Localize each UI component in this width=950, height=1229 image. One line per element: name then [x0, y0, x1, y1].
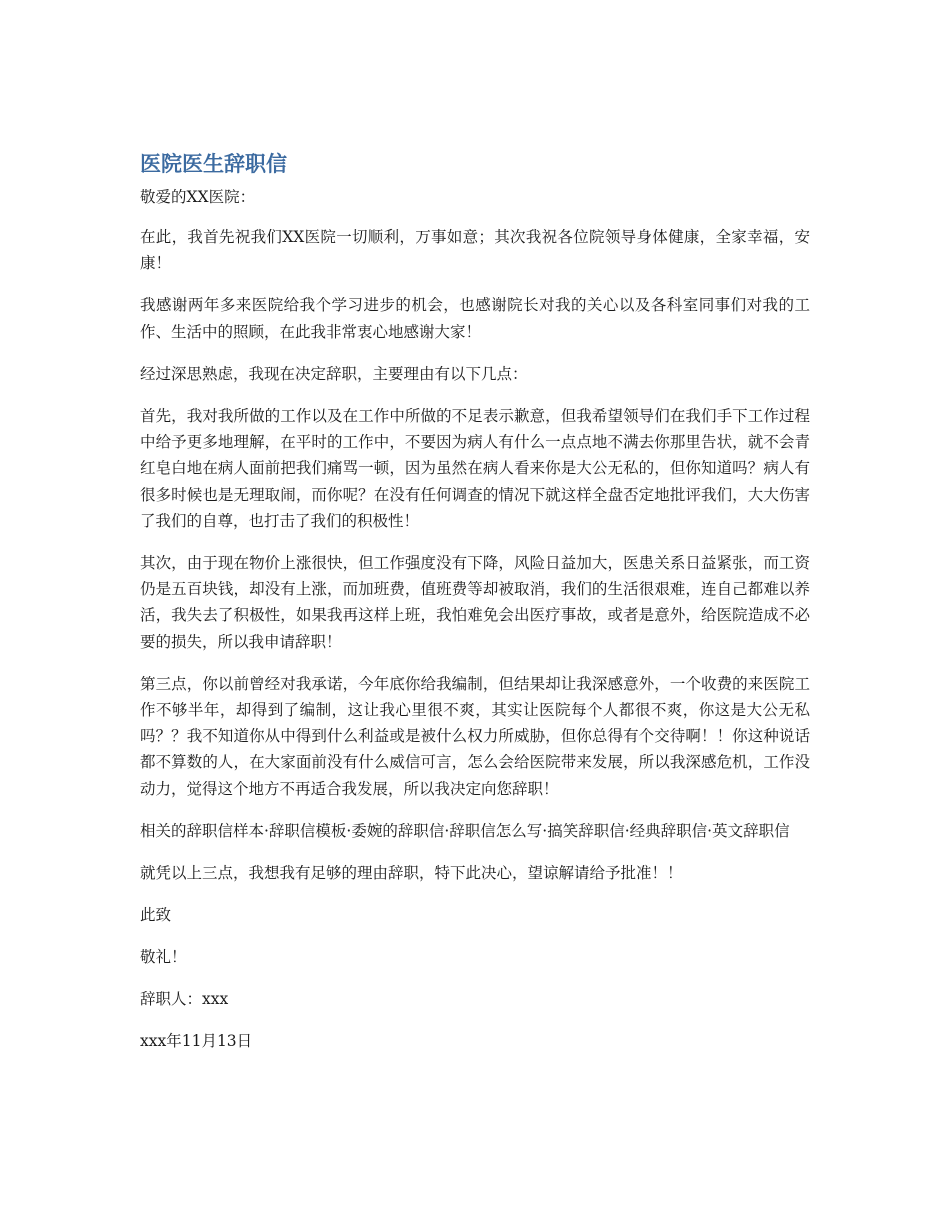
signature: 辞职人：xxx: [140, 990, 229, 1009]
salutation: 敬爱的XX医院：: [140, 188, 256, 206]
letter-date: xxx年11月13日: [140, 1032, 253, 1051]
paragraph-reason-first: 首先，我对我所做的工作以及在工作中所做的不足表示歉意，但我希望领导们在我们手下工作过程中给予更多地理解，在平时的工作中，不要因为病人有什么一点点地不满去你那里告状，就不会青红皂白地在病人面前把我们痛骂一顿，因为虽然在病人看来你是大公无私的，但你知道吗？病人有很多时候也是无理取闹，而你呢？在没有任何调查的情况下就这样全盘否定地批评我们，大大伤害了我们的自尊，也打击了我们的积极性！: [140, 407, 810, 530]
paragraph-decision: 经过深思熟虑，我现在决定辞职，主要理由有以下几点：: [140, 364, 528, 383]
paragraph-reason-third: 第三点，你以前曾经对我承诺，今年底你给我编制，但结果却让我深感意外，一个收费的来医院工作不够半年，却得到了编制，这让我心里很不爽，其实让医院每个人都很不爽，你这是大公无私吗？？我不知道你从中得到什么利益或是被什么权力所威胁，但你总得有个交待啊！！你这种说话都不算数的人，在大家面前没有什么威信可言，怎么会给医院带来发展，所以我深感危机，工作没动力，觉得这个地方不再适合我发展，所以我决定向您辞职！: [140, 674, 810, 798]
paragraph-conclusion: 就凭以上三点，我想我有足够的理由辞职，特下此决心，望谅解请给予批准！！: [140, 864, 683, 883]
paragraph-reason-second: 其次，由于现在物价上涨很快，但工作强度没有下降，风险日益加大，医患关系日益紧张，而工资仍是五百块钱，却没有上涨，而加班费，值班费等却被取消，我们的生活很艰难，连自己都难以养活，我失去了积极性，如果我再这样上班，我怕难免会出医疗事故，或者是意外，给医院造成不必要的损失，所以我申请辞职！: [140, 554, 810, 651]
closing-line-2: 敬礼！: [140, 948, 187, 967]
closing-line-1: 此致: [140, 906, 172, 925]
paragraph-related-links: 相关的辞职信样本·辞职信模板·委婉的辞职信·辞职信怎么写·搞笑辞职信·经典辞职信·英文辞职信: [140, 821, 790, 840]
letter-body: [140, 150, 810, 1070]
paragraph-thanks: 我感谢两年多来医院给我个学习进步的机会，也感谢院长对我的关心以及各科室同事们对我的工作、生活中的照顾，在此我非常衷心地感谢大家！: [140, 296, 810, 341]
paragraph-greeting: 在此，我首先祝我们XX医院一切顺利，万事如意；其次我祝各位院领导身体健康，全家幸福，安康！: [140, 228, 810, 273]
document-title: 医院医生辞职信: [140, 152, 287, 176]
